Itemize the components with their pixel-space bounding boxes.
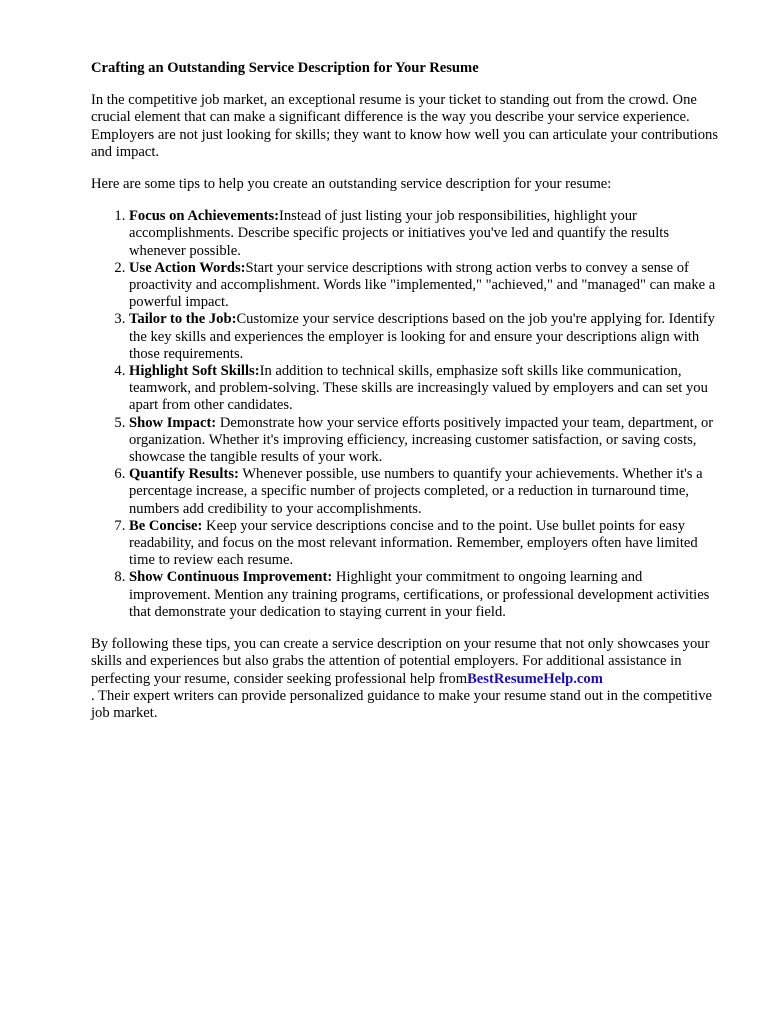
document-title: Crafting an Outstanding Service Description for Your Resume xyxy=(91,60,479,76)
tip-item xyxy=(129,311,721,363)
tip-item xyxy=(129,415,721,467)
tip-item xyxy=(129,363,721,415)
tip-title: Show Impact: xyxy=(129,414,217,431)
tip-item xyxy=(129,569,721,621)
tip-text: In addition to technical skills, emphasize soft skills like communication, teamwork, and problem-solving. These skills are increasingly valued by employers and can set you apart from other candidates. xyxy=(129,363,708,414)
tip-text: Whenever possible, use numbers to quantify your achievements. Whether it's a percentage increase, a specific number of projects completed, or a reduction in turnaround time, numbers add credibility to your accomplishments. xyxy=(129,466,703,517)
tip-item xyxy=(129,518,721,570)
tip-title: Show Continuous Improvement: xyxy=(129,569,333,586)
tip-item xyxy=(129,260,721,312)
tip-title: Use Action Words: xyxy=(129,259,246,276)
tip-item xyxy=(129,466,721,518)
tip-text: Start your service descriptions with strong action verbs to convey a sense of proactivity and accomplishment. Words like "implemented," "achieved," and "managed" can make a powerful impact. xyxy=(129,259,716,311)
tip-text: Highlight your commitment to ongoing learning and improvement. Mention any training programs, certifications, or professional development activities that demonstrate your dedication to staying current in your field. xyxy=(129,569,710,620)
tip-item xyxy=(129,208,721,260)
tip-title: Focus on Achievements: xyxy=(129,208,279,225)
tips-list xyxy=(91,208,721,621)
tip-title: Quantify Results: xyxy=(129,466,239,483)
document-page xyxy=(91,60,721,737)
conclusion-text-after: . Their expert writers can provide personalized guidance to make your resume stand out in the competitive job market. xyxy=(91,687,712,721)
tip-title: Be Concise: xyxy=(129,517,203,534)
tip-title: Tailor to the Job: xyxy=(129,311,237,328)
conclusion-paragraph xyxy=(91,636,721,722)
intro-paragraph: In the competitive job market, an exceptional resume is your ticket to standing out from the crowd. One crucial element that can make a significant difference is the way you describe your service experience. Employers are not just looking for skills; they want to know how well you can articulate your contributions and impact. xyxy=(91,92,719,160)
tip-text: Instead of just listing your job responsibilities, highlight your accomplishments. Describe specific projects or initiatives you've led and quantify the results whenever possible. xyxy=(129,208,670,259)
tip-text: Customize your service descriptions based on the job you're applying for. Identify the key skills and experiences the employer is looking for and ensure your descriptions align with those requirements. xyxy=(129,311,715,362)
tip-title: Highlight Soft Skills: xyxy=(129,363,260,380)
tips-intro-paragraph: Here are some tips to help you create an outstanding service description for your resume: xyxy=(91,176,612,193)
conclusion-text-before: By following these tips, you can create a service description on your resume that not only showcases your skills and experiences but also grabs the attention of potential employers. For additional assistance in perfecting your resume, consider seeking professional help from xyxy=(91,636,710,687)
tip-text: Demonstrate how your service efforts positively impacted your team, department, or organization. Whether it's improving efficiency, increasing customer satisfaction, or saving costs, showcase the tangible results of your work. xyxy=(129,414,714,466)
tip-text: Keep your service descriptions concise and to the point. Use bullet points for easy readability, and focus on the most relevant information. Remember, employers often have limited time to review each resume. xyxy=(129,517,698,569)
bestresumehelp-link[interactable]: BestResumeHelp.com xyxy=(467,670,603,687)
